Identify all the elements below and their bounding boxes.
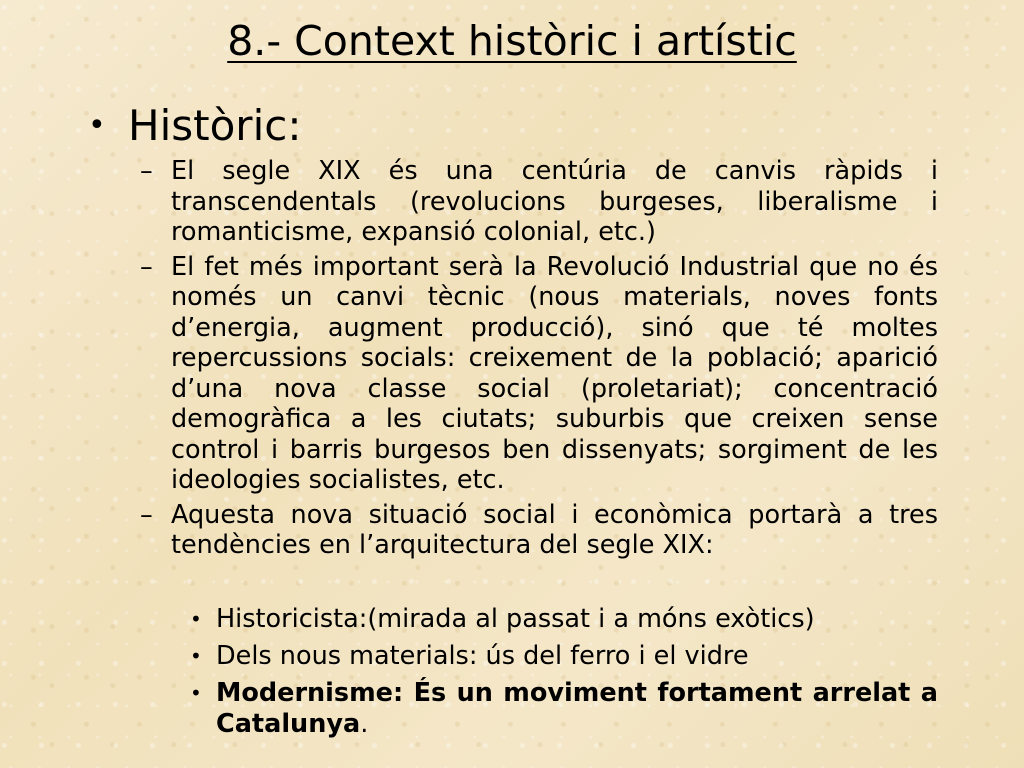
tendency-item bbox=[190, 641, 938, 672]
trailing-period: . bbox=[360, 709, 369, 739]
tendency-item bbox=[190, 678, 938, 740]
bullet-dot: • bbox=[190, 607, 202, 631]
list-item-text: Aquesta nova situació social i econòmica portarà a tres tendències en l’arquitectura del segle XIX: bbox=[171, 499, 938, 560]
slide-title: 8.- Context històric i artístic bbox=[227, 17, 797, 65]
tendency-item bbox=[190, 604, 938, 635]
dash-marker: – bbox=[140, 156, 153, 186]
bullet-dot: • bbox=[190, 681, 202, 705]
sub-list bbox=[140, 156, 938, 565]
dash-marker: – bbox=[140, 251, 153, 282]
list-item-text: El fet més important serà la Revolució Industrial que no és només un canvi tècnic (nous materials, noves fonts d’energia, augment producció), sinó que té moltes repercussions socials: creixement de la població; aparició d’una nova classe social (proletariat); concentració demogràfica a les ciutats; suburbis que creixen sense control i barris burgesos ben dissenyats; sorgiment de les ideologies socialistes, etc. bbox=[171, 251, 938, 495]
bullet-dot: • bbox=[88, 108, 106, 143]
modernisme-bold-text: Modernisme: És un moviment fortament arrelat a Catalunya bbox=[216, 678, 938, 739]
list-item bbox=[140, 500, 938, 561]
bullet-dot: • bbox=[190, 644, 202, 668]
main-bullet-label: Històric: bbox=[128, 101, 302, 150]
list-item bbox=[140, 156, 938, 248]
list-item-text: El segle XIX és una centúria de canvis ràpids i transcendentals (revolucions burgeses, liberalisme i romanticisme, expansió colonial, etc.) bbox=[171, 156, 938, 247]
tendency-text: Historicista:(mirada al passat i a móns exòtics) bbox=[216, 604, 815, 634]
tendencies-list bbox=[190, 604, 938, 746]
dash-marker: – bbox=[140, 499, 153, 530]
main-bullet-historic bbox=[88, 100, 301, 152]
tendency-text: Dels nous materials: ús del ferro i el vidre bbox=[216, 641, 749, 671]
list-item bbox=[140, 252, 938, 496]
tendency-text-modernisme bbox=[216, 678, 938, 740]
